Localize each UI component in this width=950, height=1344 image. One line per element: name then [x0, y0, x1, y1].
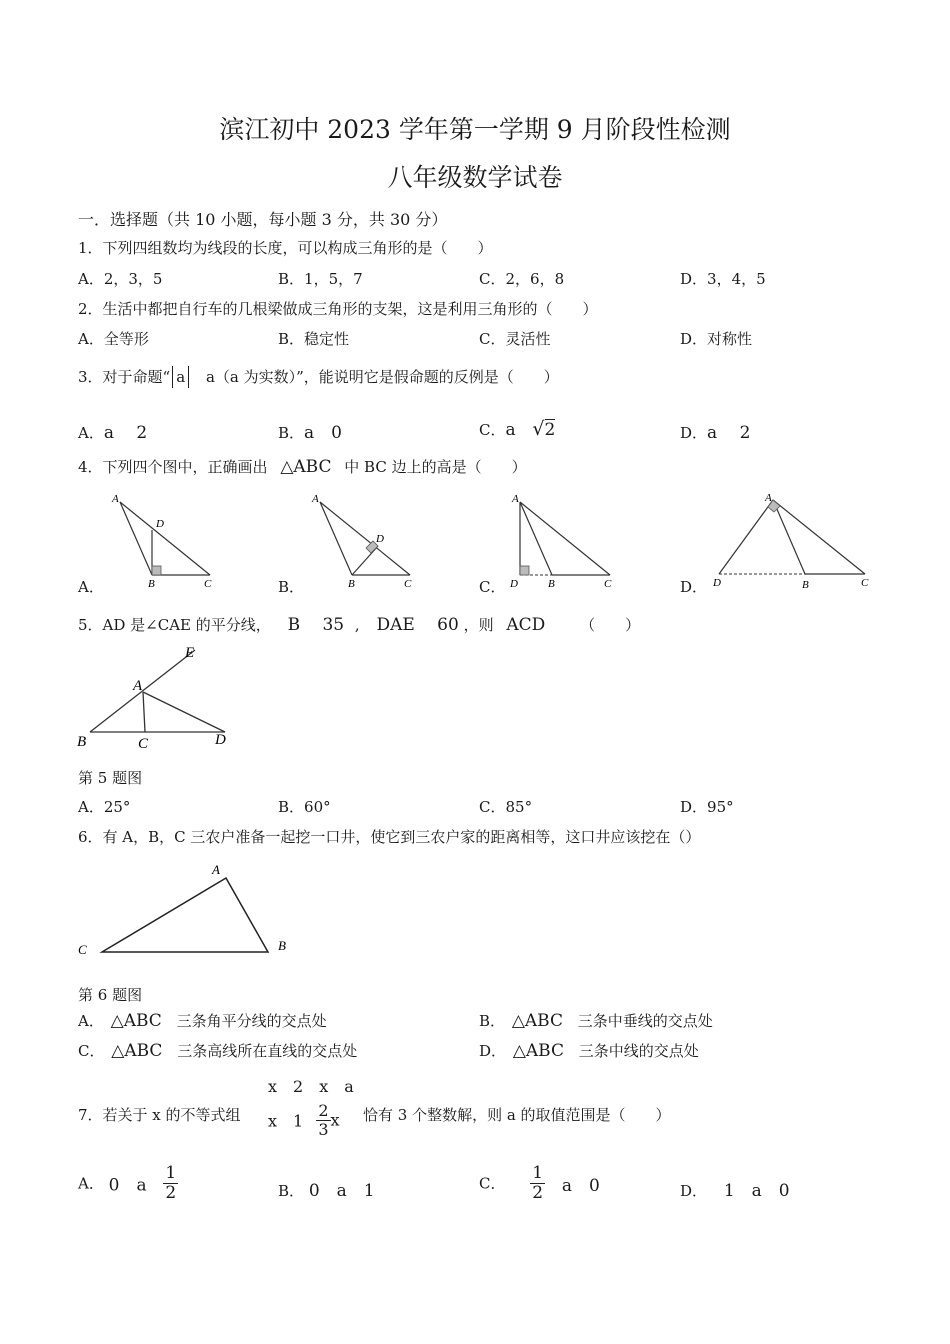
fig-label: D	[510, 578, 518, 590]
q5-option-b[interactable]: B．60°	[278, 798, 331, 816]
q6-option-b-text: 三条中垂线的交点处	[577, 1012, 713, 1030]
q7-system-line1: x 2 x a	[268, 1077, 354, 1096]
q4-stem	[78, 456, 527, 477]
q6-option-d-label: D．	[479, 1042, 507, 1060]
fig-label: E	[185, 645, 195, 661]
q6-option-a-text: 三条角平分线的交点处	[176, 1012, 327, 1030]
q5-stem-text: 5．AD 是∠CAE 的平分线，	[78, 616, 271, 634]
q4-figure-a	[100, 490, 230, 590]
q7-option-c-label: C．	[479, 1174, 506, 1193]
q5-option-c[interactable]: C．85°	[479, 798, 533, 816]
q7-option-c[interactable]	[479, 1164, 600, 1202]
q5-stem	[78, 610, 640, 635]
fig-label: B	[348, 578, 355, 590]
q4-figure-d	[705, 490, 880, 590]
fig-label: B	[548, 578, 555, 590]
q6-option-b-label: B．	[479, 1012, 506, 1030]
q6-figure	[72, 858, 302, 962]
q3-option-d-value: a 2	[707, 423, 751, 443]
q3-option-a-value: a 2	[103, 423, 148, 443]
q4-option-d[interactable]: D．	[680, 578, 708, 596]
q7-option-a-label: A．	[78, 1174, 104, 1193]
q7-system-line2	[268, 1102, 340, 1138]
fig-label: A	[312, 493, 319, 505]
q6-option-d-text: 三条中线的交点处	[578, 1042, 699, 1060]
q6-caption: 第 6 题图	[78, 986, 143, 1004]
q3-option-c[interactable]	[479, 418, 555, 440]
q6-option-d-triangle: △ABC	[512, 1041, 564, 1061]
q3-option-a[interactable]	[78, 418, 147, 443]
q6-option-c-label: C．	[78, 1042, 105, 1060]
fig-label: C	[861, 577, 869, 589]
q4-option-c[interactable]: C．	[479, 578, 506, 596]
q7-option-a-num: 1	[165, 1163, 177, 1183]
q6-option-b-triangle: △ABC	[511, 1011, 563, 1031]
q4-triangle: △ABC	[280, 457, 332, 477]
q1-option-d[interactable]: D．3，4，5	[680, 270, 766, 288]
fig-label: D	[156, 518, 164, 530]
q2-stem: 2．生活中都把自行车的几根梁做成三角形的支架，这是利用三角形的（ ）	[78, 300, 598, 318]
q6-option-c-triangle: △ABC	[111, 1041, 163, 1061]
q5-expr-3: ACD	[506, 615, 546, 635]
q3-stem	[78, 366, 559, 388]
q7-option-c-value: a 0	[561, 1175, 600, 1196]
fig-label: C	[204, 578, 212, 590]
q3-stem-prefix: 3．对于命题“	[78, 368, 171, 386]
q2-option-a[interactable]: A．全等形	[78, 330, 149, 348]
q6-option-c-text: 三条高线所在直线的交点处	[177, 1042, 358, 1060]
sqrt-icon: √	[532, 418, 545, 440]
q1-option-b[interactable]: B．1，5，7	[278, 270, 363, 288]
q3-abs-var: a	[176, 368, 186, 386]
q7-stem-prefix: 7．若关于 x 的不等式组	[78, 1106, 241, 1124]
q7-option-c-fraction	[530, 1164, 545, 1202]
q3-option-d[interactable]	[680, 418, 750, 443]
exam-subtitle: 八年级数学试卷	[387, 163, 563, 192]
q7-sys2-den: 3	[318, 1119, 329, 1139]
q3-option-b-label: B．	[278, 424, 305, 442]
q6-option-a-triangle: △ABC	[110, 1011, 162, 1031]
fig-label: D	[215, 732, 226, 748]
fig-label: A	[112, 493, 119, 505]
q7-option-d-value: 1 a 0	[723, 1181, 790, 1201]
fig-label: B	[802, 579, 809, 590]
fig-label: A	[133, 678, 143, 694]
q5-option-d[interactable]: D．95°	[680, 798, 734, 816]
q7-sys2-pre: x 1	[268, 1111, 304, 1131]
fig-label: C	[604, 578, 612, 590]
q6-option-a[interactable]	[78, 1010, 327, 1031]
fig-label: D	[376, 533, 384, 545]
q2-option-d[interactable]: D．对称性	[680, 330, 753, 348]
q5-then: ，则	[463, 616, 494, 634]
q3-option-b[interactable]	[278, 418, 342, 443]
fig-label: B	[77, 734, 87, 750]
q3-abs-value	[172, 366, 189, 388]
q7-option-d-label: D．	[680, 1182, 708, 1200]
q7-stem-suffix: 恰有 3 个整数解，则 a 的取值范围是（ ）	[363, 1106, 671, 1124]
q7-sys2-post: x	[330, 1110, 340, 1130]
q7-sys2-fraction	[316, 1102, 330, 1138]
q5-figure	[75, 640, 245, 752]
exam-title: 滨江初中 2023 学年第一学期 9 月阶段性检测	[219, 115, 731, 144]
q3-option-c-radicand: 2	[544, 420, 556, 440]
q6-option-a-label: A．	[78, 1012, 104, 1030]
q4-option-a[interactable]: A．	[78, 578, 104, 596]
q4-figure-c	[500, 490, 630, 590]
q7-sys2-num: 2	[318, 1101, 329, 1120]
q1-option-a[interactable]: A．2，3，5	[78, 270, 163, 288]
fig-label: B	[148, 578, 155, 590]
q6-option-d[interactable]	[479, 1040, 699, 1061]
q7-option-a[interactable]	[78, 1164, 178, 1202]
q7-option-a-fraction	[163, 1164, 178, 1202]
q1-option-c[interactable]: C．2，6，8	[479, 270, 565, 288]
fig-label: A	[512, 493, 519, 505]
fig-label: B	[278, 938, 286, 953]
q7-option-b-value: 0 a 1	[308, 1181, 375, 1201]
q7-option-a-den: 2	[165, 1182, 177, 1203]
q5-option-a[interactable]: A．25°	[78, 798, 131, 816]
q3-option-c-value: a	[505, 420, 516, 440]
q7-option-b-label: B．	[278, 1182, 305, 1200]
q4-stem-prefix: 4．下列四个图中，正确画出	[78, 458, 268, 476]
fig-label: C	[78, 942, 87, 957]
q2-option-c[interactable]: C．灵活性	[479, 330, 551, 348]
q4-option-b[interactable]: B．	[278, 578, 305, 596]
q4-stem-suffix: 中 BC 边上的高是（ ）	[344, 458, 527, 476]
q5-expr-2: DAE 60	[376, 615, 459, 635]
q4-figure-b	[300, 490, 430, 590]
q7-option-a-value: 0 a	[108, 1175, 147, 1196]
q3-option-c-label: C．	[479, 421, 506, 439]
q5-paren: （ ）	[580, 616, 641, 634]
fig-label: D	[713, 577, 721, 589]
q5-expr-1: B 35	[287, 615, 345, 635]
q6-option-c[interactable]	[78, 1040, 357, 1061]
q3-option-a-label: A．	[78, 424, 104, 442]
q6-option-b[interactable]	[479, 1010, 713, 1031]
q3-option-b-value: a 0	[304, 423, 342, 443]
q7-option-c-num: 1	[532, 1163, 544, 1183]
section-heading: 一．选择题（共 10 小题，每小题 3 分，共 30 分）	[78, 210, 448, 229]
q3-option-d-label: D．	[680, 424, 708, 442]
q2-option-b[interactable]: B．稳定性	[278, 330, 350, 348]
q7-option-b[interactable]	[278, 1176, 375, 1201]
fig-label: A	[765, 492, 772, 504]
fig-label: C	[404, 578, 412, 590]
q5-comma: ,	[354, 616, 360, 634]
q7-option-d[interactable]	[680, 1176, 790, 1201]
fig-label: A	[212, 862, 220, 877]
q6-stem: 6．有 A，B，C 三农户准备一起挖一口井，使它到三农户家的距离相等，这口井应该挖在（）	[78, 828, 701, 846]
q3-stem-suffix: a（a 为实数）”，能说明它是假命题的反例是（ ）	[205, 368, 559, 386]
q1-stem: 1．下列四组数均为线段的长度，可以构成三角形的是（ ）	[78, 239, 493, 257]
q5-caption: 第 5 题图	[78, 769, 143, 787]
fig-label: C	[138, 736, 149, 752]
q7-option-c-den: 2	[532, 1182, 544, 1203]
